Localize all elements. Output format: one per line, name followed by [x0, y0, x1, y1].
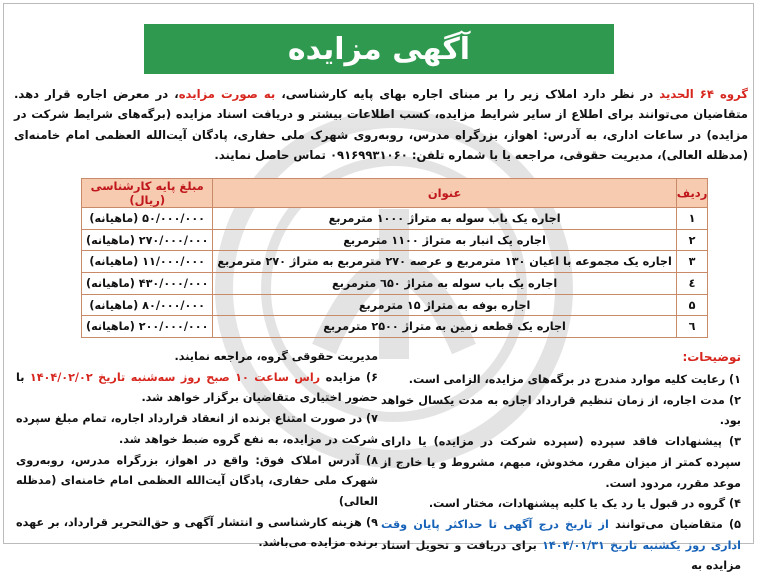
note-6-end: با حضور اختیاری متقاضیان برگزار خواهد شد. — [16, 370, 378, 405]
note-6 — [16, 368, 378, 409]
intro-paragraph — [14, 84, 748, 165]
row-number: ۱ — [676, 208, 708, 230]
notes-heading: توضیحات: — [682, 350, 741, 364]
row-price: ۱۱/۰۰۰/۰۰۰ (ماهیانه) — [82, 251, 213, 273]
note-5-deadline: از تاریخ درج آگهی تا حداکثر پایان وقت اداری روز یکشنبه تاریخ ۱۴۰۴/۰۱/۳۱ — [381, 517, 741, 552]
notes-right-column — [381, 370, 741, 577]
row-number: ۵ — [676, 294, 708, 316]
intro-text-2: ، در معرض اجاره قرار دهد. متقاضیان می‌توانند برای اطلاع از سایر شرایط مزایده، کسب اطلاعات بیشتر و دریافت اسناد مزایده (برگه‌های شرایط شرکت در مزایده) در ساعات اداری، به آدرس: اهواز، بزرگراه مدرس، روبه‌روی شهرک ملی حفاری، پادگان آیت‌الله العظمی امام خامنه‌ای (مدظله العالی)، مدیریت حقوقی، مراجعه یا با شماره تلفن: ۰۹۱۶۹۹۳۱۰۶۰ تماس حاصل نمایند. — [14, 87, 748, 162]
note-1: ۱) رعایت کلیه موارد مندرج در برگه‌های مزایده، الزامی است. — [408, 373, 741, 386]
company-name: گروه ۶۴ الحدید — [659, 87, 749, 101]
properties-table — [81, 178, 708, 338]
note-5-start: ۵) متقاضیان می‌توانند — [608, 517, 741, 531]
row-price: ۲۷۰/۰۰۰/۰۰۰ (ماهیانه) — [82, 229, 213, 251]
note-7: ۷) در صورت امتناع برنده از انعقاد قرارداد اجاره، تمام مبلغ سپرده شرکت در مزایده، به نفع گروه ضبط خواهد شد. — [16, 412, 378, 446]
note-3: ۳) پیشنهادات فاقد سپرده (سپرده شرکت در مزایده) یا دارای سپرده کمتر از میزان مقرر، مخدوش، مبهم، مشروط و یا خارج از موعد مقرر، مردود است. — [381, 435, 741, 490]
row-price: ۴۳۰/۰۰۰/۰۰۰ (ماهیانه) — [82, 273, 213, 295]
header-base-price: مبلغ پایه کارشناسی (ریال) — [82, 179, 213, 208]
page-title: آگهی مزایده — [144, 24, 614, 74]
row-title: اجاره یک انبار به متراژ ۱۱۰۰ مترمربع — [213, 229, 676, 251]
note-5-end: برای دریافت و تحویل اسناد مزایده به — [381, 538, 741, 573]
row-title: اجاره یک مجموعه با اعیان ۱۳۰ مترمربع و عرصه ۲۷۰ مترمربع به متراژ ۲۷۰ مترمربع — [213, 251, 676, 273]
intro-text-1: در نظر دارد املاک زیر را بر مبنای اجاره بهای پایه کارشناسی، — [275, 87, 660, 101]
table-row — [82, 208, 708, 230]
note-8: ۸) آدرس املاک فوق: واقع در اهواز، بزرگراه مدرس، روبه‌روی شهرک ملی حفاری، پادگان آیت‌الله العظمی امام خامنه‌ای (مدظله العالی) — [16, 453, 378, 508]
notes-left-column — [16, 347, 378, 554]
note-4: ۴) گروه در قبول یا رد یک یا کلیه پیشنهادات، مختار است. — [428, 497, 741, 511]
table-row — [82, 316, 708, 338]
table-row — [82, 251, 708, 273]
row-title: اجاره یک باب سوله به متراژ ۱۰۰۰ مترمربع — [213, 208, 676, 230]
row-title: اجاره یک قطعه زمین به متراژ ۲۵۰۰ مترمربع — [213, 316, 676, 338]
note-6-start: ۶) مزایده — [320, 370, 379, 384]
row-title: اجاره یک باب سوله به متراژ ٦۵۰ مترمربع — [213, 273, 676, 295]
advertisement — [3, 3, 754, 573]
row-title: اجاره بوفه به متراژ ۱۵ مترمربع — [213, 294, 676, 316]
note-5 — [381, 515, 741, 577]
row-number: ٤ — [676, 273, 708, 295]
table-row — [82, 273, 708, 295]
header-row-number: ردیف — [676, 179, 708, 208]
auction-method: به صورت مزایده — [178, 87, 276, 101]
table-header-row — [82, 179, 708, 208]
table-row — [82, 229, 708, 251]
note-2: ۲) مدت اجاره، از زمان تنظیم قرارداد اجاره به مدت یکسال خواهد بود. — [381, 393, 741, 428]
row-number: ۳ — [676, 251, 708, 273]
note-9: ۹) هزینه کارشناسی و انتشار آگهی و حق‌التحریر قرارداد، بر عهده برنده مزایده می‌باشد. — [16, 515, 378, 550]
row-number: ۲ — [676, 229, 708, 251]
table-row — [82, 294, 708, 316]
row-number: ٦ — [676, 316, 708, 338]
row-price: ۸۰/۰۰۰/۰۰۰ (ماهیانه) — [82, 294, 213, 316]
row-price: ۵۰/۰۰۰/۰۰۰ (ماهیانه) — [82, 208, 213, 230]
header-title: عنوان — [213, 179, 676, 208]
note-6-datetime: راس ساعت ۱۰ صبح روز سه‌شنبه تاریخ ۱۴۰۴/۰۲/۰۲ — [29, 370, 321, 384]
note-5-continued: مدیریت حقوقی گروه، مراجعه نمایند. — [174, 350, 378, 363]
row-price: ۲۰۰/۰۰۰/۰۰۰ (ماهیانه) — [82, 316, 213, 338]
